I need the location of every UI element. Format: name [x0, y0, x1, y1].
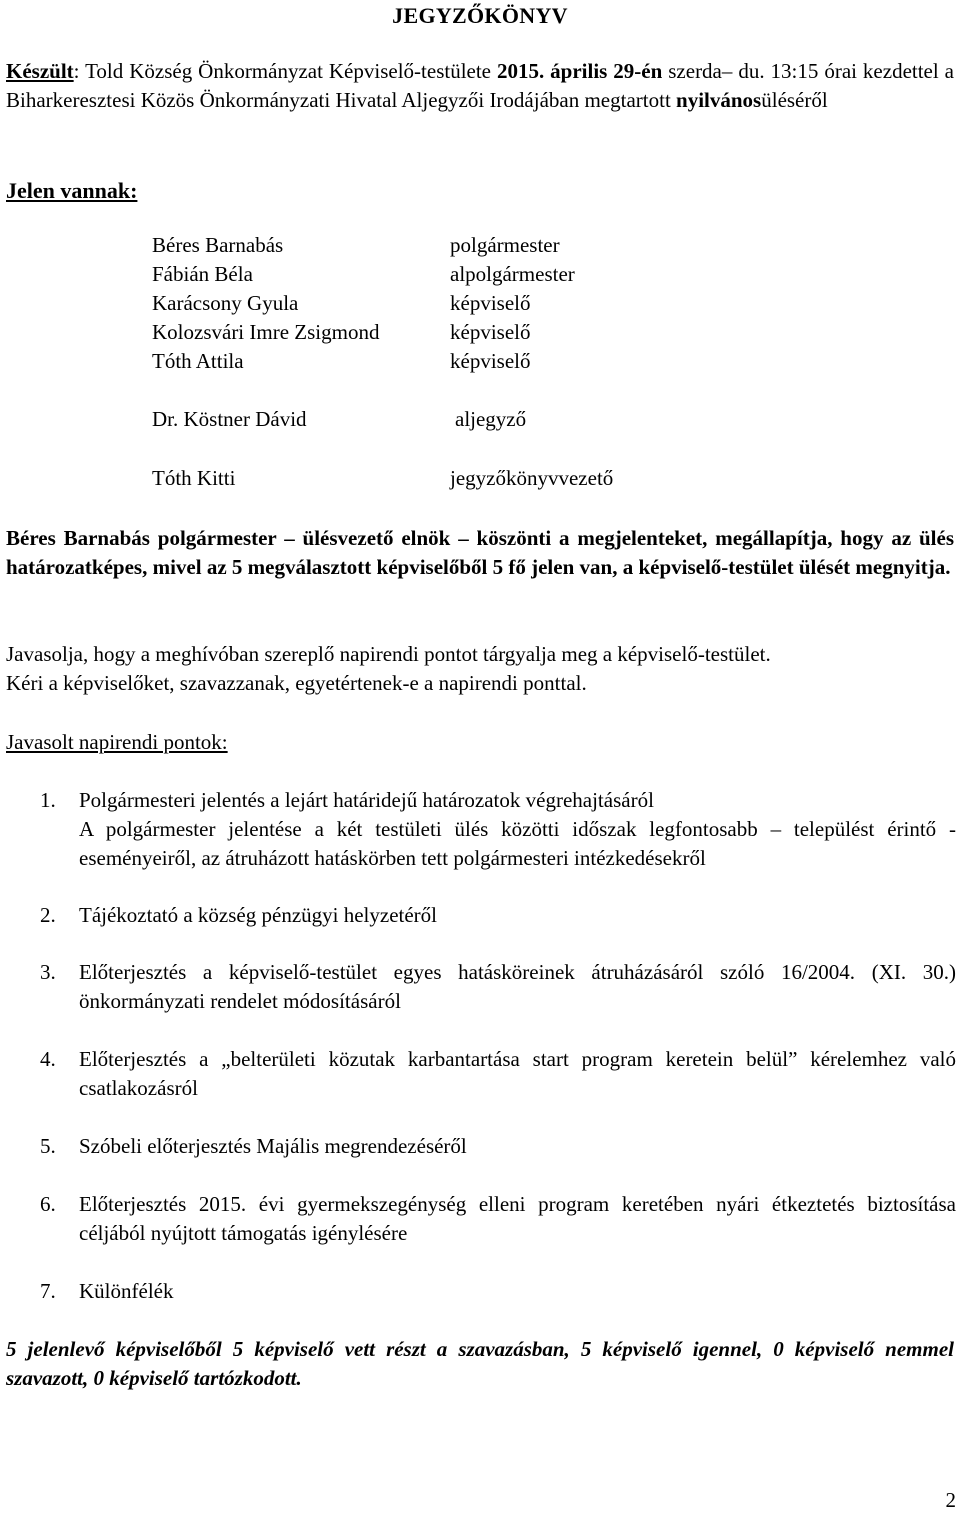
agenda-title: Szóbeli előterjesztés Majális megrendezéséről — [79, 1134, 467, 1158]
attendees-heading: Jelen vannak: — [6, 178, 138, 203]
attendee-role: képviselő — [450, 320, 531, 344]
agenda-title: Tájékoztató a község pénzügyi helyzetéről — [79, 903, 438, 927]
attendee-name: Tóth Attila — [152, 349, 244, 373]
attendee-row — [152, 260, 752, 289]
agenda-title: Polgármesteri jelentés a lejárt határidejű határozatok végrehajtásáról — [79, 788, 654, 812]
intro-text: : Told Község Önkormányzat Képviselő-testülete — [73, 59, 497, 83]
attendee-name: Béres Barnabás — [152, 233, 284, 257]
attendee-name: Tóth Kitti — [152, 466, 236, 490]
agenda-number: 1. — [40, 788, 56, 812]
attendee-role: alpolgármester — [450, 262, 575, 286]
attendee-row — [152, 289, 752, 318]
attendee-row — [152, 318, 752, 347]
agenda-number: 5. — [40, 1134, 56, 1158]
agenda-heading — [6, 728, 954, 757]
agenda-title: Előterjesztés a „belterületi közutak karbantartása start program keretein belül” kérelemhez való csatlakozásról — [79, 1047, 956, 1100]
attendee-row — [152, 405, 752, 434]
opening-paragraph: Béres Barnabás polgármester – ülésvezető elnök – köszönti a megjelenteket, megállapítja, hogy az ülés határozatképes, mivel az 5 megválasztott képviselőből 5 fő jelen van, a képviselő-testület ülését megnyitja. — [6, 526, 954, 579]
agenda-number: 3. — [40, 960, 56, 984]
proposal-paragraph — [6, 640, 954, 698]
attendee-role: jegyzőkönyvvezető — [450, 466, 614, 490]
page-number: 2 — [945, 1488, 956, 1512]
attendee-name: Fábián Béla — [152, 262, 253, 286]
agenda-number: 7. — [40, 1279, 56, 1303]
attendee-role: képviselő — [450, 349, 531, 373]
agenda-number: 2. — [40, 903, 56, 927]
agenda-text — [79, 786, 956, 873]
agenda-title: Különfélék — [79, 1279, 174, 1303]
intro-label: Készült — [6, 59, 74, 83]
attendee-role: polgármester — [450, 233, 560, 257]
agenda-number: 4. — [40, 1047, 56, 1071]
attendee-row — [152, 464, 752, 493]
intro-text-continued: szerda– du. 13:15 órai kezdettel a Biharkeresztesi Közös Önkormányzati Hivatal Aljegyzői Irodájában megtartott — [6, 59, 954, 112]
attendee-role: képviselő — [450, 291, 531, 315]
session-type: nyilvános — [676, 88, 762, 112]
attendee-row — [152, 231, 752, 260]
attendee-name: Karácsony Gyula — [152, 291, 299, 315]
document-title: JEGYZŐKÖNYV — [392, 3, 568, 28]
agenda-title: Előterjesztés 2015. évi gyermekszegénység elleni program keretében nyári étkeztetés biztosítása céljából nyújtott támogatás igénylésére — [79, 1192, 956, 1245]
vote-result: 5 jelenlevő képviselőből 5 képviselő vett részt a szavazásban, 5 képviselő igennel, 0 képviselő nemmel szavazott, 0 képviselő tartózkodott. — [6, 1337, 954, 1390]
proposal-line: Javasolja, hogy a meghívóban szereplő napirendi pontot tárgyalja meg a képviselő-testület. — [6, 642, 771, 666]
attendee-role: aljegyző — [455, 407, 527, 431]
agenda-detail: A polgármester jelentése a két testületi ülés közötti időszak legfontosabb – települést érintő - eseményeiről, az átruházott hatáskörben tett polgármesteri intézkedésekről — [79, 817, 956, 870]
agenda-title: Előterjesztés a képviselő-testület egyes hatásköreinek átruházásáról szóló 16/2004. (XI. 30.) önkormányzati rendelet módosításáról — [79, 960, 956, 1013]
intro-paragraph — [6, 57, 954, 115]
agenda-number: 6. — [40, 1192, 56, 1216]
attendee-row — [152, 347, 752, 376]
attendee-name: Kolozsvári Imre Zsigmond — [152, 320, 380, 344]
meeting-date: 2015. április 29-én — [496, 59, 663, 83]
agenda-heading-text: Javasolt napirendi pontok: — [6, 730, 228, 754]
intro-text-end: üléséről — [761, 88, 828, 112]
attendee-name: Dr. Köstner Dávid — [152, 407, 307, 431]
proposal-line: Kéri a képviselőket, szavazzanak, egyetértenek-e a napirendi ponttal. — [6, 671, 587, 695]
